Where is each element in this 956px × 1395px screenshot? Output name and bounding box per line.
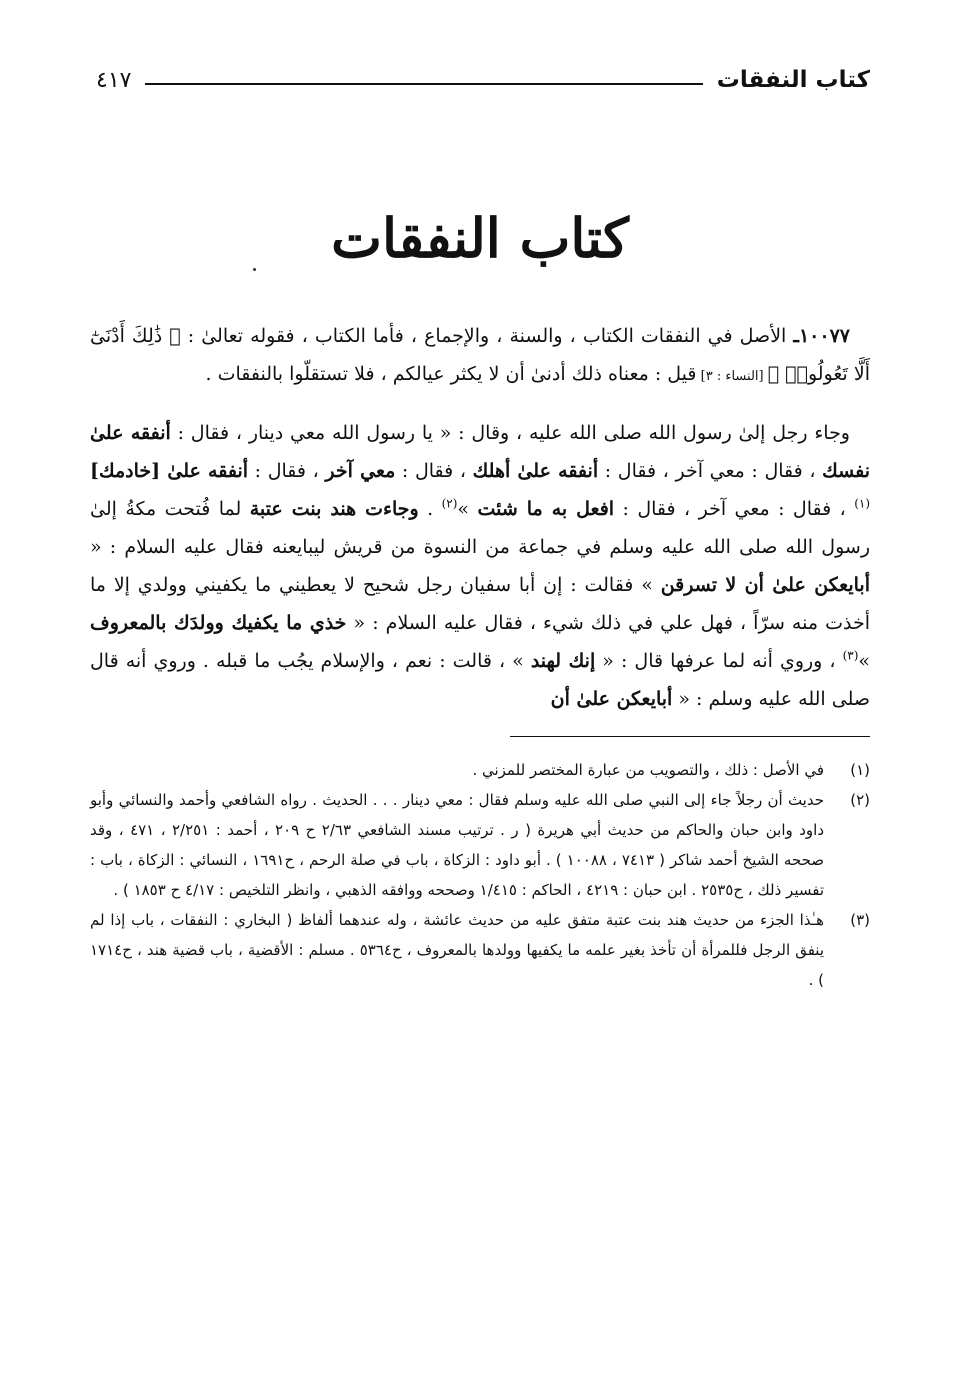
text-span: » xyxy=(858,649,871,672)
footnote-3 xyxy=(90,905,870,995)
bold-text: أبايعكن علىٰ أن xyxy=(550,687,673,710)
bold-text: أبايعكن علىٰ أن لا تسرقن xyxy=(660,573,870,596)
bold-text: إنك لهند xyxy=(530,649,596,672)
page-number: ٤١٧ xyxy=(96,67,132,93)
text-span: . xyxy=(418,497,442,520)
footnote-number: (١) xyxy=(850,760,870,779)
footnote-2 xyxy=(90,785,870,905)
footnote-rule xyxy=(510,736,870,737)
footnote-number: (٣) xyxy=(850,910,870,929)
main-text xyxy=(90,317,870,718)
text-span: ، فقال : xyxy=(395,459,473,482)
footnote-marker-1[interactable]: (١) xyxy=(854,496,871,511)
book-page xyxy=(90,60,870,1350)
text-span: » ، قالت : نعم ، والإسلام يجُب ما قبله . وروي أنه قال صلى الله عليه وسلم : « xyxy=(90,649,870,710)
footnote-marker-3[interactable]: (٣) xyxy=(842,648,859,663)
footnote-text: في الأصل : ذلك ، والتصويب من عبارة المختصر للمزني . xyxy=(472,760,824,779)
text-span: » xyxy=(457,497,478,520)
footnote-marker-2[interactable]: (٢) xyxy=(441,496,458,511)
footnote-text: حديث أن رجلاً جاء إلى النبي صلى الله عليه وسلم فقال : معي دينار . . . الحديث . رواه الشافعي وأحمد والنسائي وأبو داود وابن حبان والحاكم من حديث أبي هريرة ( ر . ترتيب مسند الشافعي ٢/٦٣ ح ٢٠٩ ، أحمد : ٢/٢٥١ ، ٤٧١ ، وقد صححه الشيخ أحمد شاكر ( ٧٤١٣ ، ١٠٠٨٨ ) . أبو داود : الزكاة ، باب في صلة الرحم ، ح١٦٩١ ، النسائي : الزكاة ، باب : تفسير ذلك ، ح٢٥٣٥ . ابن حبان : ٤٢١٩ ، الحاكم : ١/٤١٥ وصححه ووافقه الذهبي ، وانظر التلخيص : ٤/١٧ ح ١٨٥٣ ) . xyxy=(90,790,825,899)
text-span: ، وروي أنه لما عرفها قال : « xyxy=(595,649,843,672)
text-span: ، فقال : معي آخر ، فقال : xyxy=(614,497,855,520)
paragraph-10077 xyxy=(90,317,870,396)
paragraph-number: ١٠٠٧٧ـ xyxy=(793,324,850,347)
text-span: قيل : معناه ذلك أدنىٰ أن لا يكثر عيالكم ، فلا تستقلّوا بالنفقات . xyxy=(205,362,697,385)
text-span: لما فُتحت مكةُ إلىٰ رسول الله صلى الله عليه وسلم في جماعة من النسوة من قريش ليبايعنه فقال عليه السلام : « xyxy=(90,497,870,558)
bold-text: خذي ما يكفيك وولدَك بالمعروف xyxy=(90,611,347,634)
bold-text: افعل به ما شئت xyxy=(477,497,615,520)
text-span: ، فقال : xyxy=(248,459,326,482)
text-span: ، فقال : معي آخر ، فقال : xyxy=(598,459,823,482)
footnotes xyxy=(90,755,870,995)
quran-verse: ﴿ ذَٰلِكَ أَدْنَىٰٓ أَلَّا تَعُولُوا۟ ﴾ xyxy=(90,324,870,385)
running-header xyxy=(90,60,870,100)
running-title: كتاب النفقات xyxy=(716,67,870,93)
text-span: » فقالت : إن أبا سفيان رجل شحيح لا يعطيني ما يكفيني وولدي إلا ما أخذت منه سرّاً ، فهل علي في ذلك شيء ، فقال عليه السلام : « xyxy=(90,573,870,634)
bold-text: أنفقه علىٰ نفسك xyxy=(90,421,871,482)
bold-text: أنفقه علىٰ xyxy=(167,459,249,482)
header-rule xyxy=(145,83,702,85)
bold-text: أنفقه علىٰ أهلك xyxy=(472,459,599,482)
bold-text: [خادمك] xyxy=(90,459,168,482)
bold-text: معي آخر xyxy=(325,459,396,482)
footnote-1 xyxy=(90,755,870,785)
paragraph-hadith xyxy=(90,414,870,718)
footnote-text: هـٰذا الجزء من حديث هند بنت عتبة متفق عليه من حديث عائشة ، وله عندهما ألفاظ ( البخاري : النفقات ، باب إذا لم ينفق الرجل فللمرأة أن تأخذ بغير علمه ما يكفيها وولدها بالمعروف ، ح٥٣٦٤ . مسلم : الأقضية ، باب قضية هند ، ح١٧١٤ ) . xyxy=(90,910,824,989)
text-span: وجاء رجل إلىٰ رسول الله صلى الله عليه ، وقال : « يا رسول الله معي دينار ، فقال : xyxy=(170,421,850,444)
text-span: الأصل في النفقات الكتاب ، والسنة ، والإجماع ، فأما الكتاب ، فقوله تعالىٰ : xyxy=(180,324,794,347)
chapter-title: كتاب النفقات xyxy=(331,206,629,270)
bold-text: وجاءت هند بنت عتبة xyxy=(249,497,419,520)
footnote-number: (٢) xyxy=(850,790,870,809)
quran-reference: [النساء : ٣] xyxy=(696,368,768,384)
stray-dot xyxy=(253,268,256,271)
